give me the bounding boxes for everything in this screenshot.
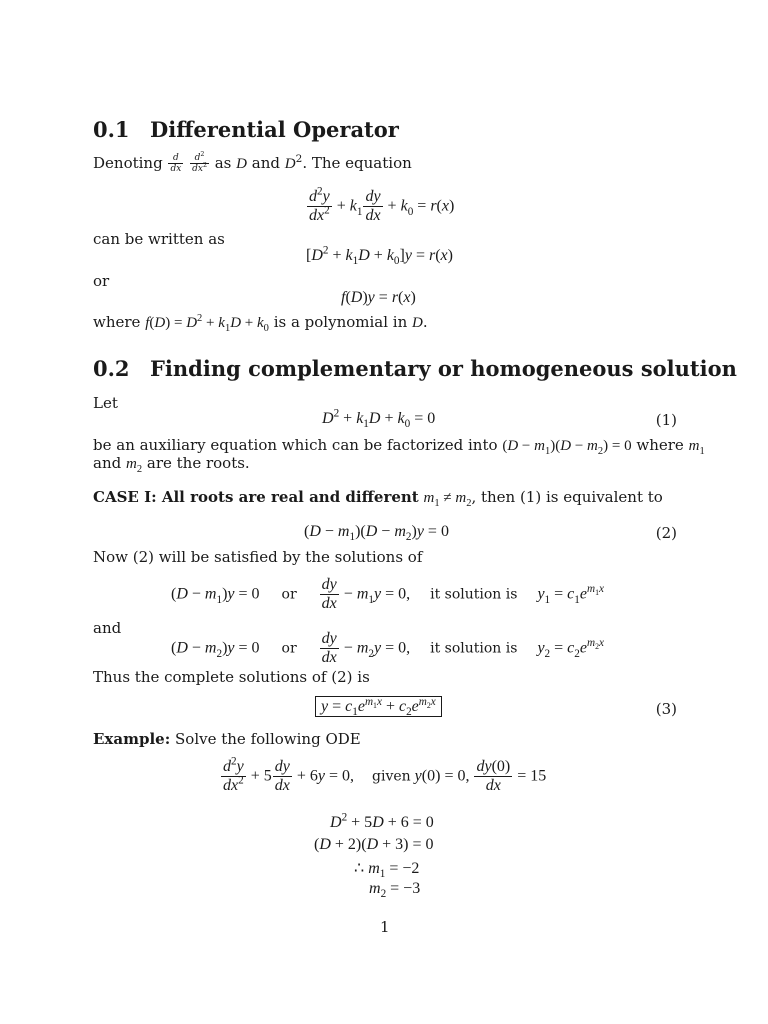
solve-step-4: $m_2 = -3$	[369, 880, 421, 901]
page-number: 1	[380, 918, 390, 936]
text: given	[372, 768, 411, 785]
section-title: Finding complementary or homogeneous solution	[150, 356, 737, 381]
text: it solution is	[430, 586, 518, 603]
equation-fD: f(D)y = r(x)	[341, 289, 416, 306]
text: or	[281, 586, 297, 603]
solution-row-1: $(D - m_1)y = 0$ or $\frac{dy}{dx}$ − $m_1y = 0$, it solution is $y_1 = c_1e^{m_1x}$	[171, 576, 604, 613]
fraction-d2-dx2: $\frac{d^2}{dx^2}$	[192, 151, 207, 175]
solve-step-2: (D + 2)(D + 3) = 0	[314, 836, 434, 853]
text: and	[93, 454, 122, 472]
text: are the roots.	[146, 454, 250, 472]
equation-example-ode: $\frac{d^2y}{dx^2}$ + 5 $\frac{dy}{dx}$ + 6y = 0, given y(0) = 0, $\frac{dy(0)}{dx}$ = 15	[223, 755, 547, 795]
text: Solve the following ODE	[175, 730, 361, 748]
solve-step-1: $D^2 + 5D + 6 = 0$	[330, 811, 434, 831]
paragraph-denoting: Denoting $\frac{d}{dx}$ $\frac{d^2}{dx^2}$ as D and $D^2$. The equation	[93, 151, 412, 175]
text: is a polynomial in	[273, 313, 408, 331]
text: . The equation	[302, 153, 412, 172]
equation-number-3: (3)	[655, 700, 677, 718]
text: , then (1) is equivalent to	[471, 488, 663, 506]
equation-factored: $(D - m_1)(D - m_2)y = 0$	[304, 523, 449, 544]
fraction-d-dx: $\frac{d}{dx}$	[170, 153, 182, 175]
solve-step-3: ∴ $m_1 = -2$	[354, 860, 420, 881]
equation-ode-general: $\frac{d^2y}{dx^2}$ + $k_1$ $\frac{dy}{dx}$ + $k_0 = r(x)$	[309, 185, 455, 225]
case-label: CASE I: All roots are real and different	[93, 488, 419, 506]
text: or	[281, 640, 297, 657]
paragraph-can-be-written: can be written as	[93, 230, 225, 248]
equation-auxiliary: $D^2 + k_1D + k_0 = 0$	[322, 407, 436, 431]
solution-row-2: $(D - m_2)y = 0$ or $\frac{dy}{dx}$ − $m_2y = 0$, it solution is $y_2 = c_2e^{m_2x}$	[171, 630, 604, 667]
paragraph-let: Let	[93, 394, 118, 412]
equation-number-1: (1)	[655, 411, 677, 429]
text: it solution is	[430, 640, 518, 657]
paragraph-case-1: CASE I: All roots are real and different $m_1 \ne m_2$, then (1) is equivalent to	[93, 488, 663, 509]
text: be an auxiliary equation which can be factorized into	[93, 436, 498, 454]
paragraph-thus: Thus the complete solutions of (2) is	[93, 668, 370, 686]
paragraph-and: and	[93, 619, 122, 637]
equation-operator-form: $[D^2 + k_1D + k_0]y = r(x)$	[306, 244, 453, 268]
paragraph-or: or	[93, 272, 110, 290]
equation-number-2: (2)	[655, 524, 677, 542]
section-heading-0-1	[93, 117, 399, 142]
text: as	[214, 153, 232, 172]
example-label: Example:	[93, 730, 171, 748]
section-heading-0-2	[93, 356, 737, 381]
paragraph-aux-factorized: be an auxiliary equation which can be factorized into $(D - m_1)(D - m_2) = 0$ where $m_1$	[93, 436, 705, 457]
paragraph-example	[93, 730, 361, 748]
section-number: 0.2	[93, 356, 130, 381]
text: Denoting	[93, 153, 163, 172]
section-title: Differential Operator	[150, 117, 399, 142]
text: where	[93, 313, 141, 331]
paragraph-where-fD: where $f(D) = D^2 + k_1D + k_0$ is a polynomial in D.	[93, 313, 428, 334]
section-number: 0.1	[93, 117, 130, 142]
text: and	[251, 153, 280, 172]
text: where	[636, 436, 684, 454]
equation-complete-solution: $y = c_1e^{m_1x} + c_2e^{m_2x}$	[315, 698, 442, 716]
paragraph-roots: and $m_2$ are the roots.	[93, 454, 250, 475]
paragraph-now: Now (2) will be satisfied by the solutions of	[93, 548, 423, 566]
